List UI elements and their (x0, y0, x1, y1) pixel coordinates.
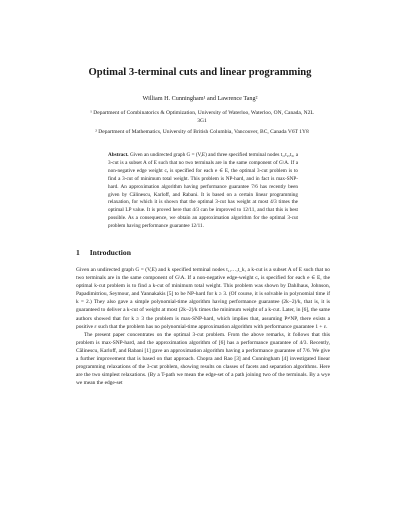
author-line: William H. Cunningham¹ and Lawrence Tang² (142, 95, 258, 102)
affiliation-1: ¹ Department of Combinatorics & Optimization, University of Waterloo, Waterloo, ON, Canada, N2L 3G1 (90, 110, 314, 124)
section-body (76, 266, 330, 387)
section-title: Introduction (89, 248, 131, 257)
abstract-text: Given an undirected graph G = (V,E) and three specified terminal nodes t₁,t₂,t₃, a 3-cut is a subset A of E such that no two terminals are in the same component of G\A. If a non-negative edge weight cₑ is specified for each e ∈ E, the optimal 3-cut problem is to find a 3-cut of minimum total weight. This problem is NP-hard, and in fact is max-SNP-hard. An approximation algorithm having performance guarantee 7/6 has recently been given by Călinescu, Karloff, and Rabani. It is based on a certain linear programming relaxation, for which it is shown that the optimal 3-cut has weight at most 4/3 times the optimal LP value. It is proved here that 4/3 can be improved to 12/11, and that this is best possible. As a consequence, we obtain an approximation algorithm for the optimal 3-cut problem having performance guarantee 12/11. (108, 152, 299, 230)
section-number: 1 (76, 248, 80, 257)
paper-title: Optimal 3-terminal cuts and linear programming (88, 67, 312, 78)
abstract (108, 152, 298, 231)
body-paragraph-1: Given an undirected graph G = (V,E) and k specified terminal nodes t₁,…,t_k, a k-cut is a subset A of E such that no two terminals are in the same component of G\A. If a non-negative edge-weight cₑ is specified for each e ∈ E, the optimal k-cut problem is to find a k-cut of minimum total weight. This problem was shown by Dahlhaus, Johnson, Papadimitriou, Seymour, and Yannakakis [5] to be NP-hard for k ≥ 3. (Of course, it is solvable in polynomial time if k = 2.) They also gave a simple polynomial-time algorithm having performance guarantee (2k−2)/k, that is, it is guaranteed to deliver a k-cut of weight at most (2k−2)/k times the minimum weight of a k-cut. Later, in [6], the same authors showed that for k ≥ 3 the problem is max-SNP-hard, which implies that, assuming P≠NP, there exists a positive ε such that the problem has no polynomial-time approximation algorithm with performance guarantee 1 + ε. (76, 267, 330, 330)
section-heading (76, 248, 131, 257)
affiliation-2: ² Department of Mathematics, University of British Columbia, Vancouver, BC, Canada V6T 1Y8 (95, 129, 309, 135)
body-paragraph-2: The present paper concentrates on the optimal 3-cut problem. From the above remarks, it follows that this problem is max-SNP-hard, and the approximation algorithm of [6] has a performance guarantee of 4/3. Recently, Călinescu, Karloff, and Rabani [1] gave an approximation algorithm having a performance guarantee of 7/6. We give a further improvement that is based on that approach. Chopra and Rao [3] and Cunningham [4] investigated linear programming relaxations of the 3-cut problem, showing results on classes of facets and separation algorithms. Here are the two simplest relaxations. (By a T-path we mean the edge-set of a path joining two of the terminals. By a wye we mean the edge-set (76, 331, 330, 387)
abstract-label: Abstract. (108, 152, 129, 158)
